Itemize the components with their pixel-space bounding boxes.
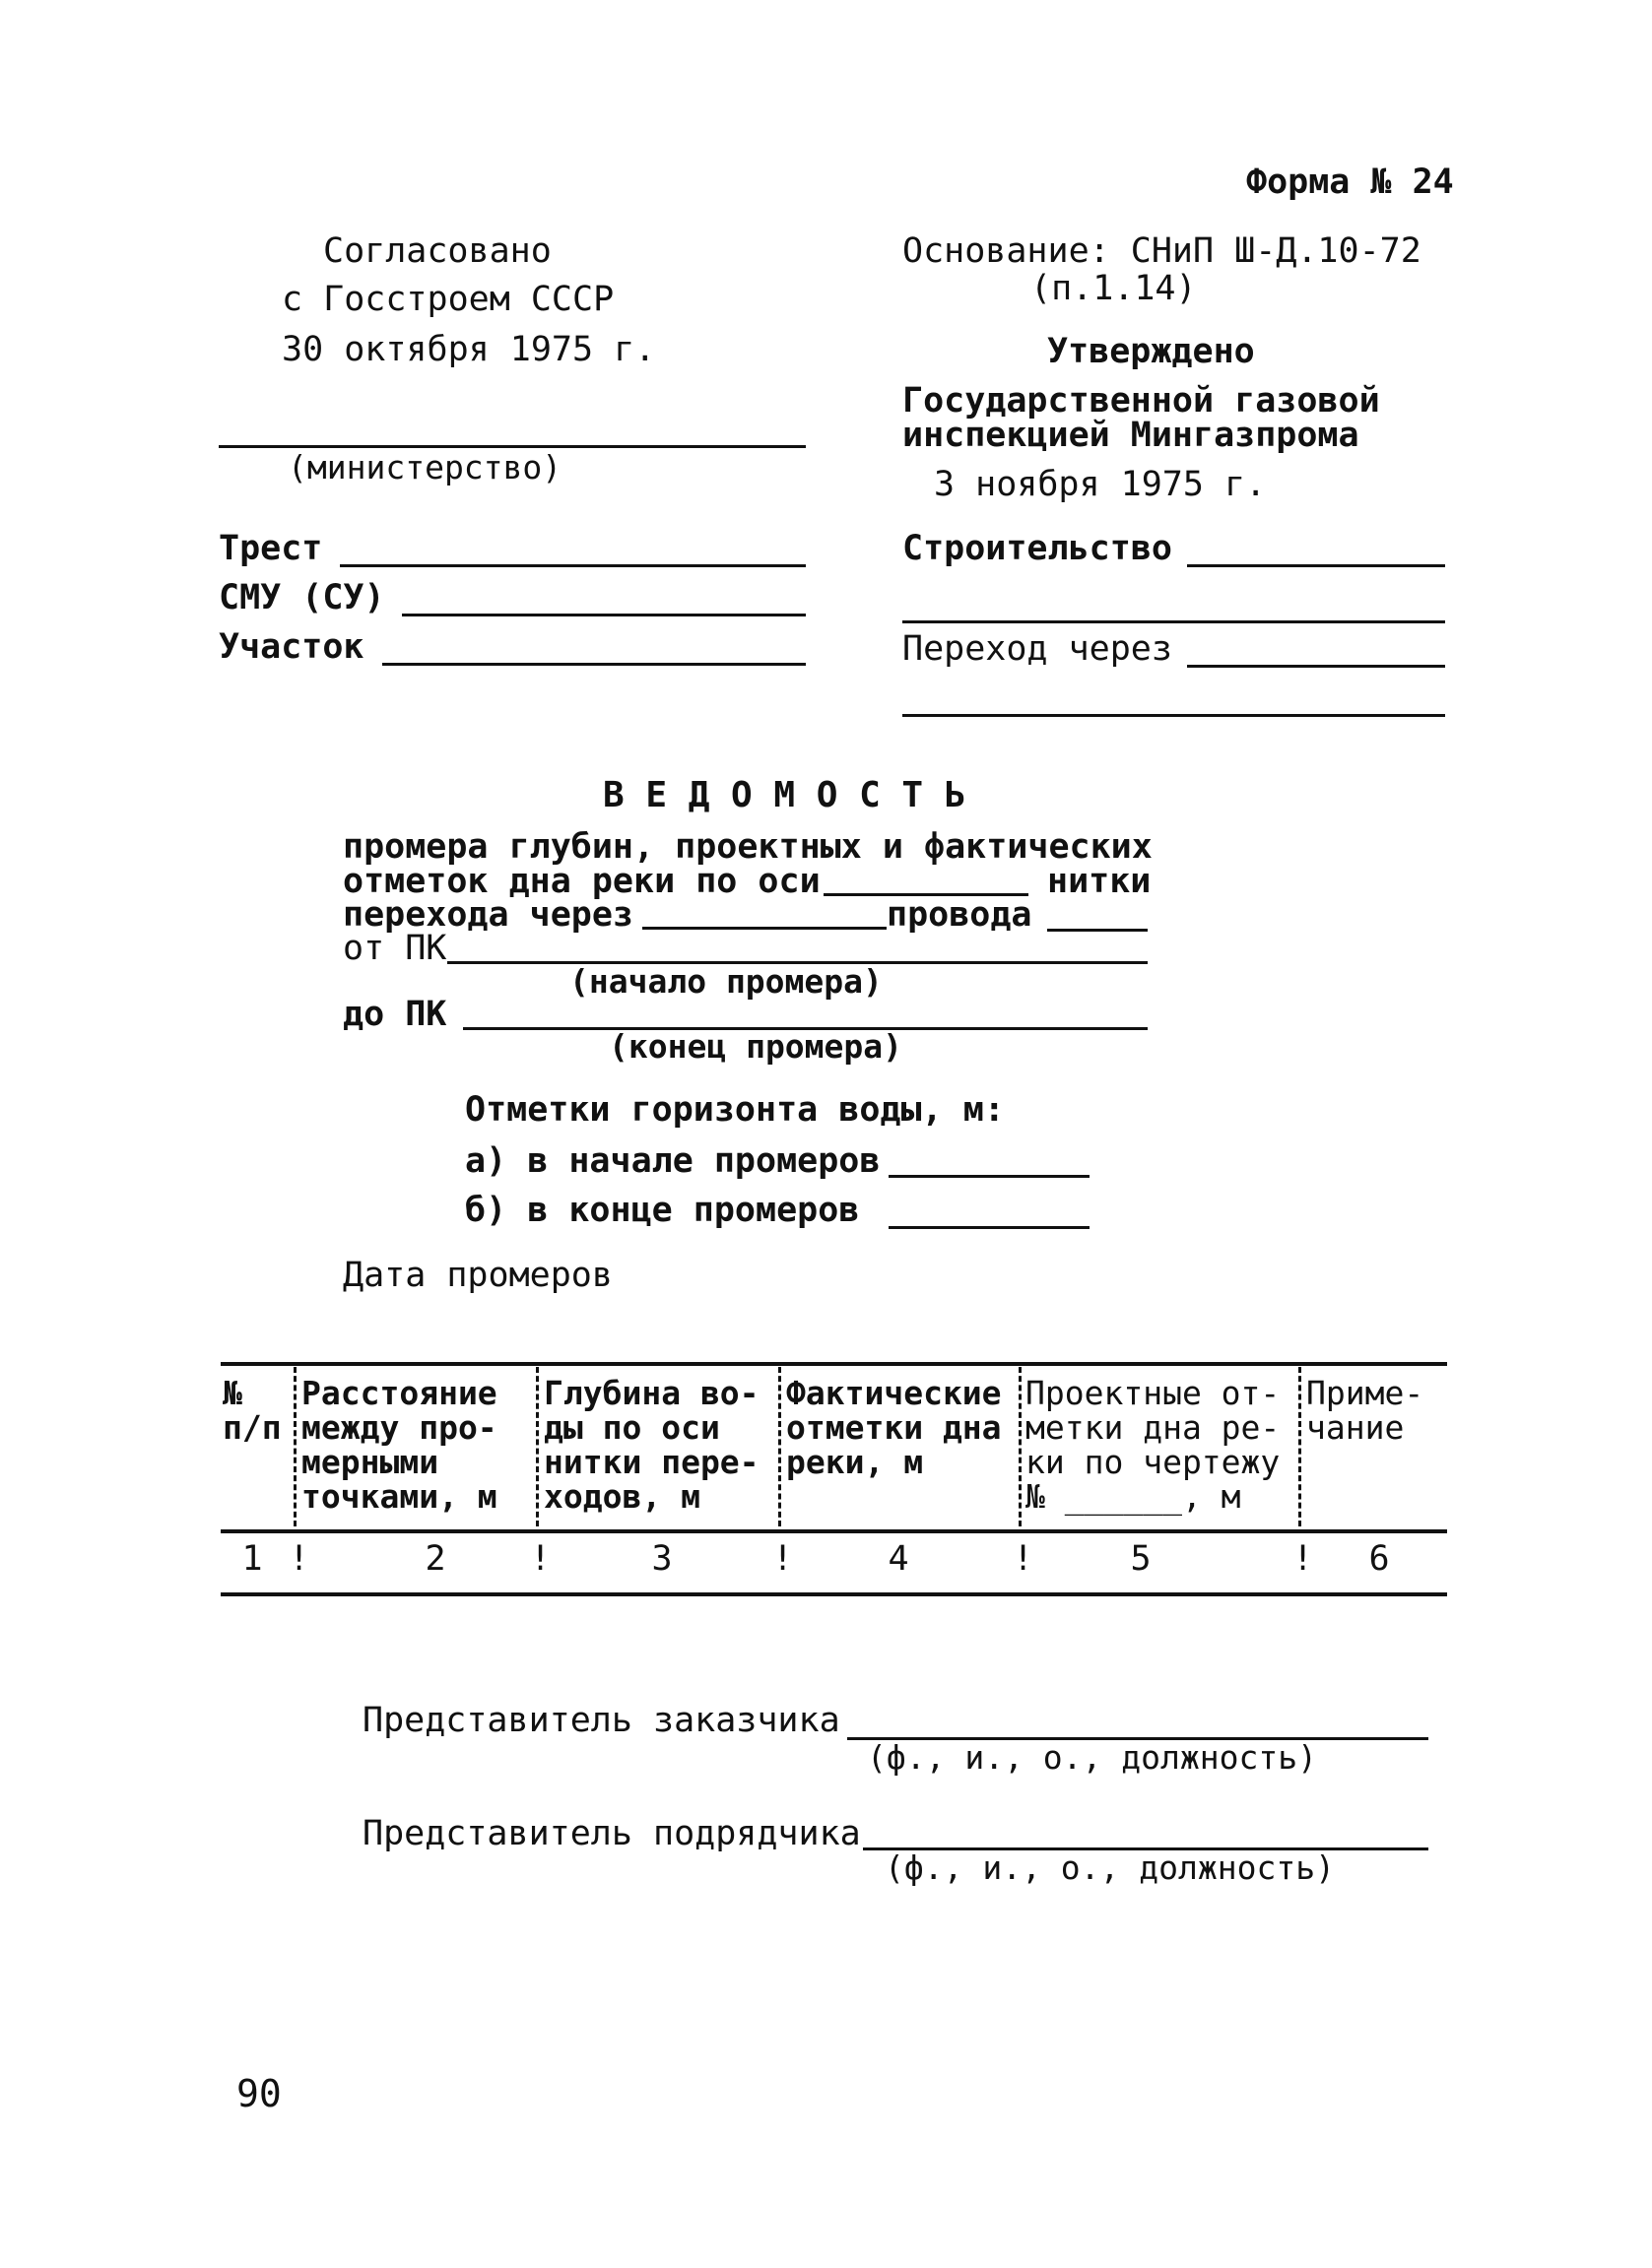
page-number: 90 (236, 2072, 282, 2115)
crossing-label: Переход через (902, 629, 1172, 669)
column-header-actual-marks: Фактические отметки дна реки, м (786, 1374, 1002, 1481)
table-top-border (221, 1362, 1447, 1366)
smu-field-line (402, 614, 806, 616)
subtitle-line4: от ПК (343, 929, 447, 968)
column-header-design-marks: Проектные от- метки дна ре- ки по чертежу № ______, м (1025, 1374, 1281, 1516)
column-number-1: 1 (241, 1539, 263, 1579)
document-title: В Е Д О М О С Т Ь (603, 775, 966, 815)
column-header-distance: Расстояние между про- мерными точками, м (301, 1374, 497, 1516)
subtitle-line3a: перехода через (343, 895, 634, 935)
agreed-line: Согласовано (323, 231, 552, 271)
column-divider-3 (778, 1367, 781, 1526)
column-divider-1 (294, 1367, 297, 1526)
column-divider-5 (1298, 1367, 1301, 1526)
construction-field-line (1187, 564, 1445, 567)
approved-label: Утверждено (1047, 332, 1255, 371)
wire-field-line (1047, 929, 1148, 932)
subtitle-line2a: отметок дна реки по оси (343, 862, 821, 901)
column-header-note: Приме- чание (1306, 1374, 1424, 1447)
construction-label: Строительство (902, 529, 1172, 568)
water-level-start-line (889, 1175, 1090, 1178)
basis-line: Основание: СНиП Ш-Д.10-72 (902, 231, 1421, 271)
subtitle-line3b: провода (887, 895, 1032, 935)
column-separator-4: ! (1013, 1539, 1034, 1579)
column-header-number: № п/п (223, 1374, 282, 1447)
column-separator-3: ! (772, 1539, 794, 1579)
authority-line2: инспекцией Мингазпрома (902, 416, 1359, 455)
subtitle-line5: до ПК (343, 995, 447, 1034)
section-label: Участок (219, 627, 364, 667)
smu-label: СМУ (СУ) (219, 578, 385, 617)
agreed-with-line: с Госстроем СССР (282, 280, 615, 319)
customer-signature-caption: (ф., и., о., должность) (867, 1738, 1317, 1777)
crossing-through-field-line (642, 927, 887, 930)
column-number-6: 6 (1368, 1539, 1390, 1579)
column-number-2: 2 (425, 1539, 446, 1579)
table-bottom-border (221, 1592, 1447, 1596)
authority-line1: Государственной газовой (902, 381, 1380, 421)
column-header-depth: Глубина во- ды по оси нитки пере- ходов, м (544, 1374, 760, 1516)
form-number: Форма № 24 (1246, 162, 1454, 202)
ministry-caption: (министерство) (288, 448, 562, 486)
water-levels-heading: Отметки горизонта воды, м: (465, 1090, 1005, 1130)
column-separator-2: ! (530, 1539, 552, 1579)
column-separator-1: ! (289, 1539, 310, 1579)
water-level-start: а) в начале промеров (465, 1141, 881, 1181)
crossing-field-line (1187, 665, 1445, 668)
column-number-5: 5 (1130, 1539, 1152, 1579)
subtitle-line1: промера глубин, проектных и фактических (343, 827, 1153, 867)
contractor-signature-caption: (ф., и., о., должность) (885, 1848, 1335, 1887)
contractor-representative-label: Представитель подрядчика (363, 1814, 861, 1853)
table-header-border (221, 1529, 1447, 1533)
approval-date: 3 ноября 1975 г. (934, 465, 1267, 504)
section-field-line (382, 663, 806, 666)
agreed-date: 30 октября 1975 г. (282, 330, 656, 369)
column-number-3: 3 (651, 1539, 673, 1579)
water-level-end-line (889, 1226, 1090, 1229)
construction-field-line-2 (902, 620, 1445, 623)
subtitle-line2b: нитки (1047, 862, 1152, 901)
column-divider-2 (536, 1367, 539, 1526)
survey-date-label: Дата промеров (343, 1256, 613, 1295)
column-divider-4 (1019, 1367, 1022, 1526)
customer-representative-label: Представитель заказчика (363, 1701, 840, 1740)
basis-clause: (п.1.14) (1030, 269, 1197, 308)
start-caption: (начало промера) (569, 962, 883, 1001)
trust-field-line (340, 564, 806, 567)
column-separator-5: ! (1292, 1539, 1314, 1579)
end-caption: (конец промера) (609, 1027, 903, 1066)
trust-label: Трест (219, 529, 323, 568)
water-level-end: б) в конце промеров (465, 1191, 860, 1230)
column-number-4: 4 (888, 1539, 909, 1579)
crossing-field-line-2 (902, 714, 1445, 717)
